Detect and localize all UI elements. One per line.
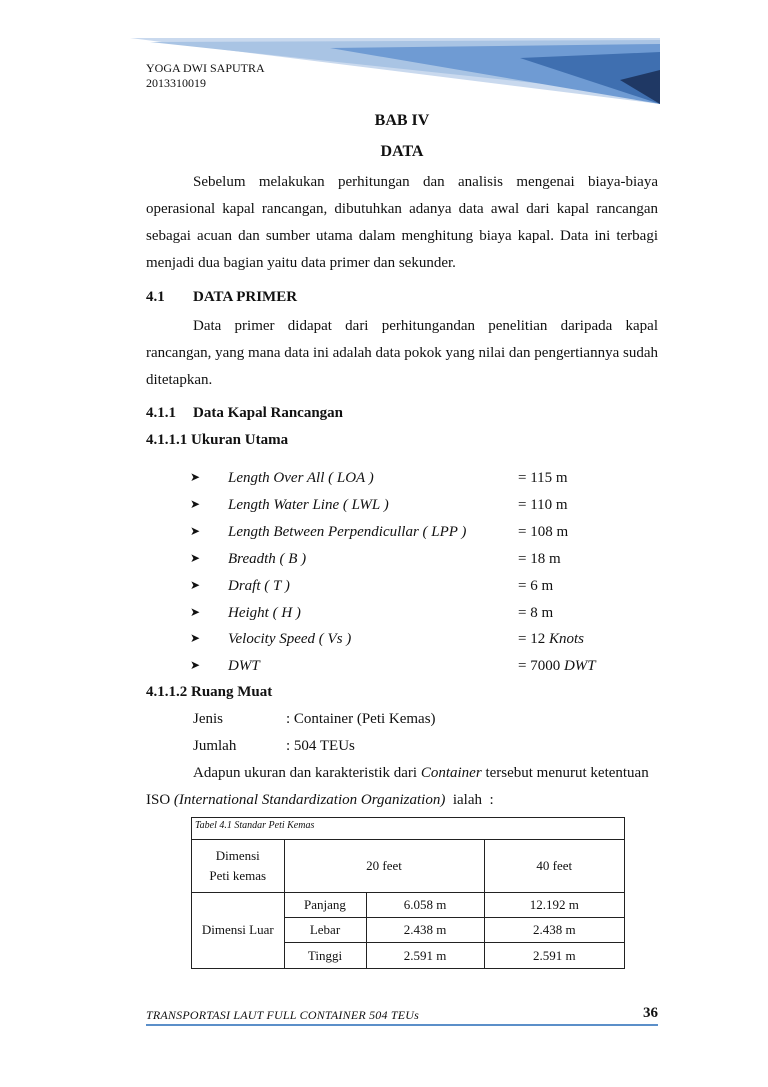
spec-item [190, 470, 660, 494]
iso-paragraph-line1 [193, 765, 658, 782]
spec-value-number: = 7000 [518, 658, 564, 674]
spec-value [518, 658, 596, 675]
row-value-40: 2.591 m [484, 943, 624, 968]
row-name: Panjang [284, 892, 366, 917]
row-value-40: 12.192 m [484, 892, 624, 917]
section-41-number: 4.1 [146, 289, 165, 305]
iso-text-b: tersebut menurut ketentuan [481, 765, 649, 781]
header-dimensi-line1: Dimensi [215, 847, 260, 863]
student-id: 2013310019 [146, 76, 206, 90]
table-row [192, 892, 624, 917]
jumlah-value: : 504 TEUs [286, 738, 355, 754]
iso-text-a: Adapun ukuran dan karakteristik dari [193, 765, 421, 781]
row-name: Tinggi [284, 943, 366, 968]
section-41-paragraph [146, 313, 658, 394]
iso-text-organization: (International Standardization Organization) [173, 792, 446, 808]
arrow-bullet-icon: ➤ [190, 631, 201, 645]
section-41-text: Data primer didapat dari perhitungandan penelitian daripada kapal rancangan, yang mana data ini adalah data pokok yang nilai dan pengertiannya sudah ditetapkan. [146, 318, 658, 388]
iso-text-container: Container [420, 765, 482, 781]
footer-divider [146, 1024, 658, 1026]
arrow-bullet-icon: ➤ [190, 470, 201, 484]
header-banner-graphic [0, 0, 768, 110]
arrow-bullet-icon: ➤ [190, 658, 201, 672]
section-4112-heading: 4.1.1.2 Ruang Muat [146, 684, 273, 700]
iso-paragraph-line2 [146, 792, 494, 809]
footer-title: TRANSPORTASI LAUT FULL CONTAINER 504 TEUs [146, 1008, 420, 1022]
spec-value: = 18 m [518, 551, 561, 567]
section-4111-heading: 4.1.1.1 Ukuran Utama [146, 432, 289, 448]
spec-label: Draft ( T ) [228, 578, 290, 594]
row-value-40: 2.438 m [484, 917, 624, 942]
intro-paragraph [146, 169, 658, 277]
row-name: Lebar [284, 917, 366, 942]
table-header-row [192, 840, 624, 893]
chapter-title: DATA [380, 143, 424, 160]
spec-item [190, 578, 660, 602]
spec-value-unit: Knots [548, 631, 584, 647]
group-dimensi-luar: Dimensi Luar [192, 892, 284, 968]
page-number: 36 [643, 1005, 658, 1021]
spec-value: = 8 m [518, 605, 554, 621]
spec-value-unit: DWT [563, 658, 596, 674]
spec-value: = 6 m [518, 578, 554, 594]
row-value-20: 6.058 m [366, 892, 484, 917]
row-value-20: 2.438 m [366, 917, 484, 942]
standard-table-frame [191, 817, 625, 969]
spec-item [190, 631, 660, 655]
header-dimensi-line2: Peti kemas [209, 867, 267, 883]
standard-peti-kemas-table [192, 839, 624, 968]
spec-item [190, 605, 660, 629]
spec-item [190, 551, 660, 575]
spec-label: Velocity Speed ( Vs ) [228, 631, 352, 647]
chapter-number: BAB IV [374, 112, 430, 129]
section-411-title: Data Kapal Rancangan [193, 405, 344, 421]
spec-label: DWT [228, 658, 260, 674]
iso-text-c: ISO [146, 792, 174, 808]
spec-value: = 110 m [518, 497, 568, 513]
spec-item [190, 524, 660, 548]
author-name: YOGA DWI SAPUTRA [146, 61, 265, 75]
spec-label: Breadth ( B ) [228, 551, 307, 567]
arrow-bullet-icon: ➤ [190, 551, 201, 565]
arrow-bullet-icon: ➤ [190, 578, 201, 592]
jenis-value: : Container (Peti Kemas) [286, 711, 436, 727]
section-411-number: 4.1.1 [146, 405, 176, 421]
spec-value-number: = 12 [518, 631, 549, 647]
spec-value: = 115 m [518, 470, 568, 486]
header-40-feet: 40 feet [484, 840, 624, 893]
spec-label: Height ( H ) [228, 605, 301, 621]
row-value-20: 2.591 m [366, 943, 484, 968]
spec-label: Length Between Perpendicullar ( LPP ) [228, 524, 467, 540]
arrow-bullet-icon: ➤ [190, 497, 201, 511]
table-caption: Tabel 4.1 Standar Peti Kemas [195, 820, 315, 831]
jenis-label: Jenis [193, 711, 223, 727]
spec-item [190, 658, 660, 682]
spec-value: = 108 m [518, 524, 569, 540]
jumlah-label: Jumlah [193, 738, 237, 754]
intro-text: Sebelum melakukan perhitungan dan analisis mengenai biaya-biaya operasional kapal rancangan, dibutuhkan adanya data awal dari kapal rancangan sebagai acuan dan sumber utama dalam menghitung biaya kapal. Data ini terbagi menjadi dua bagian yaitu data primer dan sekunder. [146, 174, 658, 271]
spec-value [518, 631, 584, 648]
arrow-bullet-icon: ➤ [190, 524, 201, 538]
section-41-title: DATA PRIMER [193, 289, 298, 305]
arrow-bullet-icon: ➤ [190, 605, 201, 619]
spec-label: Length Water Line ( LWL ) [228, 497, 389, 513]
header-20-feet: 20 feet [284, 840, 484, 893]
spec-label: Length Over All ( LOA ) [228, 470, 374, 486]
iso-text-d: ialah : [445, 792, 494, 808]
spec-item [190, 497, 660, 521]
header-dimensi [192, 840, 284, 893]
